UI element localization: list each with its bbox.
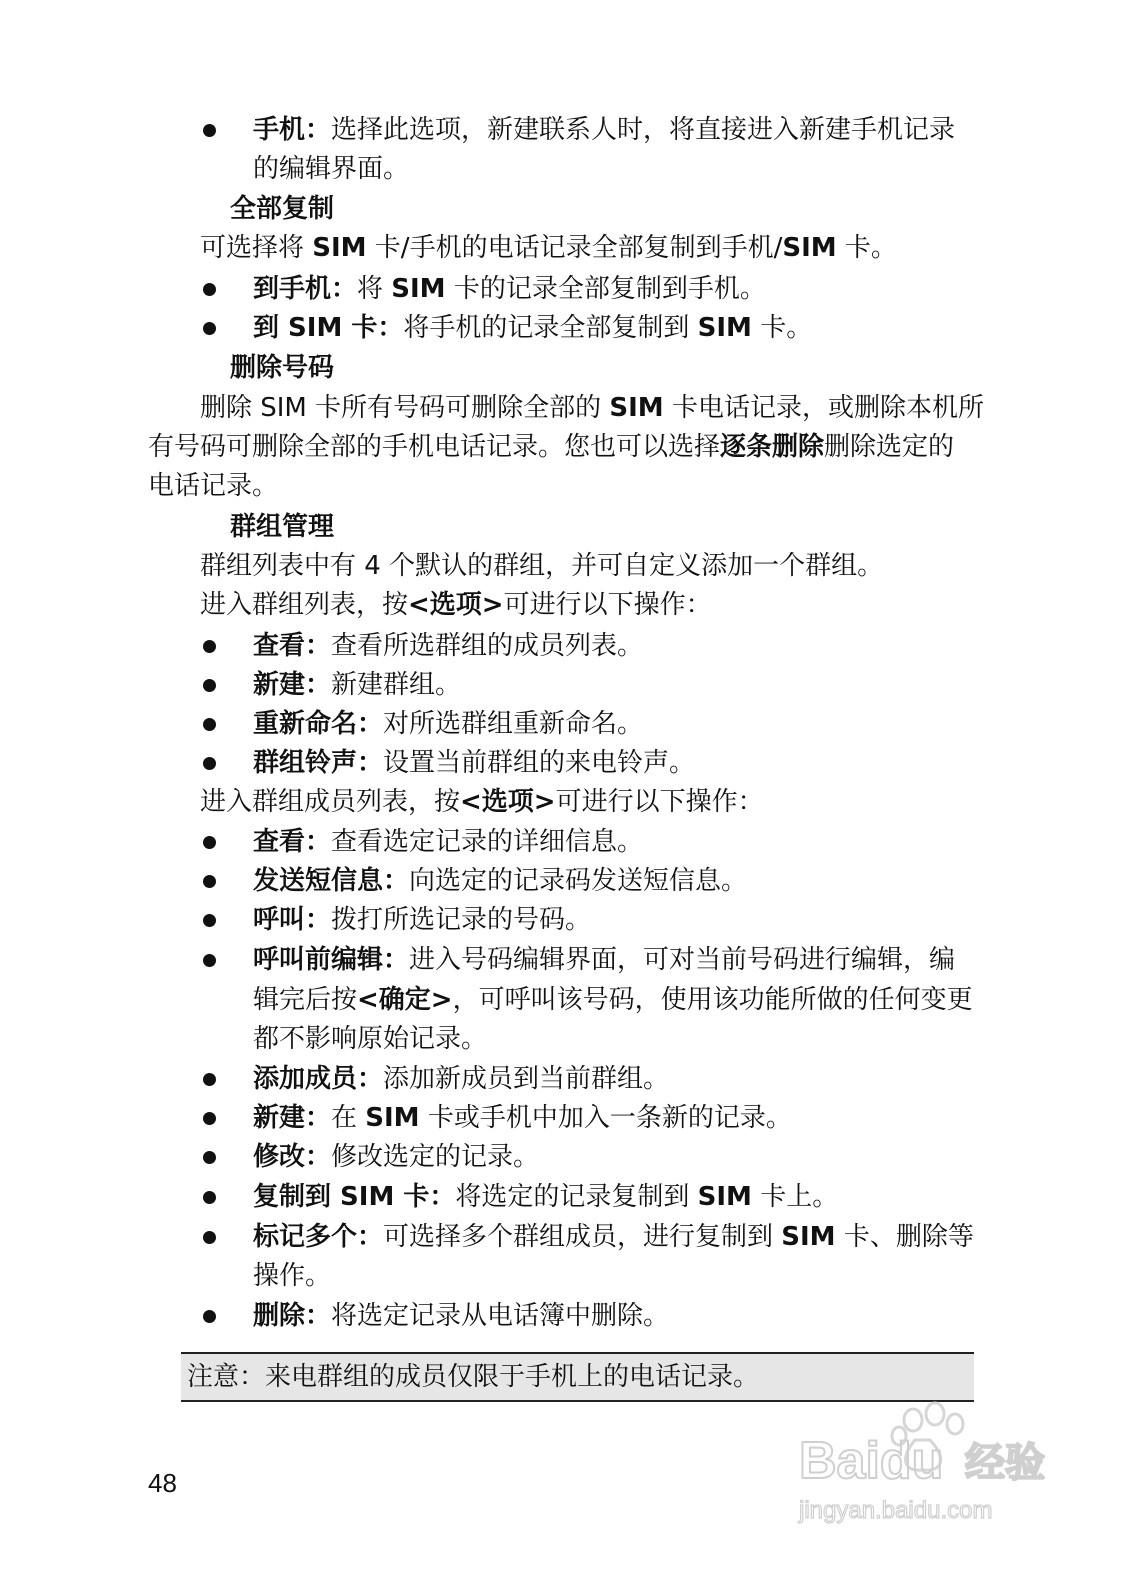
group-list-item: 群组铃声：设置当前群组的来电铃声。 [253,748,696,778]
bullet [203,1151,216,1164]
watermark-brand: Baidu [799,1432,944,1490]
group-list-item: 重新命名：对所选群组重新命名。 [253,709,644,739]
member-item-add: 添加成员：添加新成员到当前群组。 [253,1064,670,1094]
bullet [203,914,216,927]
delete-para-line3: 电话记录。 [148,471,279,501]
bullet [203,836,216,849]
group-list-item: 查看：查看所选群组的成员列表。 [253,631,644,661]
member-item-new: 新建：在 SIM 卡或手机中加入一条新的记录。 [253,1103,792,1133]
member-item-edit-call-line2: 辑完后按<确定>，可呼叫该号码，使用该功能所做的任何变更 [253,985,973,1015]
phone-option-text: 选择此选项，新建联系人时，将直接进入新建手机记录 [331,115,956,145]
bullet [203,1073,216,1086]
copy-intro: 可选择将 SIM 卡/手机的电话记录全部复制到手机/SIM 卡。 [200,233,897,263]
bullet [203,640,216,653]
bullet [203,322,216,335]
bullet [203,283,216,296]
heading-copy-all: 全部复制 [230,194,335,224]
member-list-intro: 进入群组成员列表，按<选项>可进行以下操作： [200,787,764,817]
member-item-edit-call-line1: 呼叫前编辑：进入号码编辑界面，可对当前号码进行编辑，编 [253,945,956,975]
watermark-url: jingyan.baidu.com [799,1497,993,1524]
phone-option-line1 [253,111,955,149]
copy-to-sim: 到 SIM 卡：将手机的记录全部复制到 SIM 卡。 [253,313,813,343]
bullet [203,757,216,770]
group-list-intro: 进入群组列表，按<选项>可进行以下操作： [200,590,712,620]
bullet [203,875,216,888]
bullet [203,954,216,967]
phone-option-label: 手机： [253,115,332,145]
delete-para-line2: 有号码可删除全部的手机电话记录。您也可以选择逐条删除删除选定的 [148,432,955,462]
bullet [203,124,216,137]
bullet [203,1191,216,1204]
note-text: 注意：来电群组的成员仅限于手机上的电话记录。 [187,1362,760,1392]
page-number: 48 [148,1468,177,1498]
member-item-view: 查看：查看选定记录的详细信息。 [253,827,644,857]
member-item-edit-call-line3: 都不影响原始记录。 [253,1024,488,1054]
baidu-jingyan-watermark [795,1400,1055,1540]
member-item-sms: 发送短信息：向选定的记录码发送短信息。 [253,866,748,896]
member-item-mark-line2: 操作。 [253,1261,332,1291]
group-list-item: 新建：新建群组。 [253,670,462,700]
bullet [203,679,216,692]
bullet [203,1112,216,1125]
group-intro: 群组列表中有 4 个默认的群组，并可自定义添加一个群组。 [200,551,884,581]
member-item-delete: 删除：将选定记录从电话簿中删除。 [253,1301,670,1331]
member-item-mark-line1: 标记多个：可选择多个群组成员，进行复制到 SIM 卡、删除等 [253,1222,974,1252]
delete-para-line1: 删除 SIM 卡所有号码可删除全部的 SIM 卡电话记录，或删除本机所 [200,393,984,423]
member-item-copy-sim: 复制到 SIM 卡：将选定的记录复制到 SIM 卡上。 [253,1182,839,1212]
copy-to-phone: 到手机：将 SIM 卡的记录全部复制到手机。 [253,274,766,304]
member-item-modify: 修改：修改选定的记录。 [253,1142,540,1172]
note-box [181,1352,974,1402]
bullet [203,718,216,731]
bullet [203,1310,216,1323]
bullet [203,1231,216,1244]
watermark-cn: 经验 [965,1440,1045,1486]
member-item-call: 呼叫：拨打所选记录的号码。 [253,905,592,935]
heading-delete-numbers: 删除号码 [230,353,335,383]
heading-group-management: 群组管理 [230,512,335,542]
phone-option-line2: 的编辑界面。 [253,154,410,184]
